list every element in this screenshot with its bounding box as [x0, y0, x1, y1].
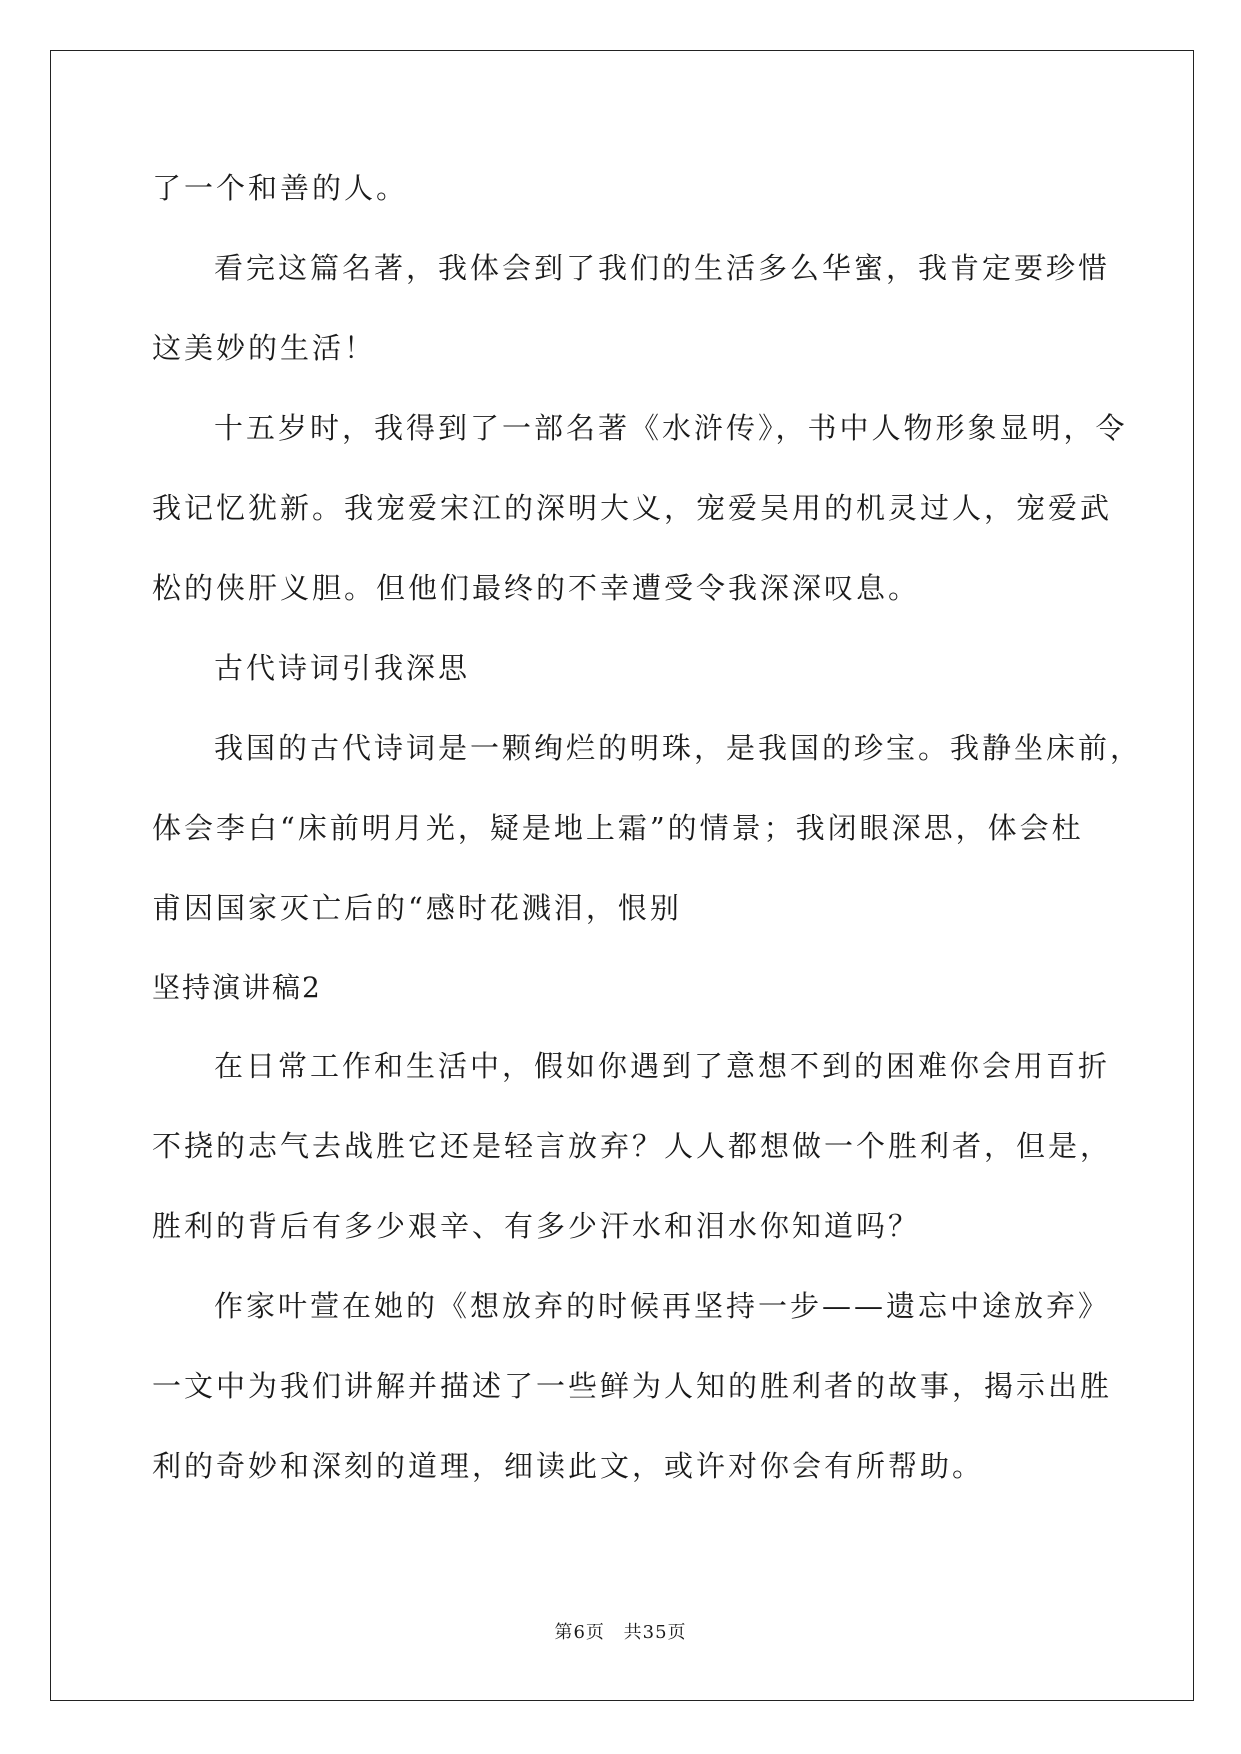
section-subheading: 古代诗词引我深思	[214, 651, 471, 685]
paragraph-line: 一文中为我们讲解并描述了一些鲜为人知的胜利者的故事，揭示出胜	[152, 1369, 1113, 1403]
page-total: 共35页	[623, 1622, 687, 1643]
paragraph-line: 看完这篇名著，我体会到了我们的生活多么华蜜，我肯定要珍惜	[214, 251, 1111, 285]
section-heading: 坚持演讲稿2	[152, 971, 322, 1004]
paragraph-line: 在日常工作和生活中，假如你遇到了意想不到的困难你会用百折	[214, 1049, 1111, 1083]
paragraph-line: 我国的古代诗词是一颗绚烂的明珠，是我国的珍宝。我静坐床前，	[214, 731, 1143, 765]
page-footer	[0, 1618, 1241, 1644]
paragraph-line: 这美妙的生活！	[152, 331, 377, 365]
paragraph-line: 甫因国家灭亡后的“感时花溅泪，恨别	[152, 891, 682, 925]
paragraph-line: 了一个和善的人。	[152, 171, 409, 205]
paragraph-line: 松的侠肝义胆。但他们最终的不幸遭受令我深深叹息。	[152, 571, 921, 605]
paragraph-line: 我记忆犹新。我宠爱宋江的深明大义，宠爱吴用的机灵过人，宠爱武	[152, 491, 1113, 525]
paragraph-line: 利的奇妙和深刻的道理，细读此文，或许对你会有所帮助。	[152, 1449, 985, 1483]
paragraph-line: 体会李白“床前明月光，疑是地上霜”的情景；我闭眼深思，体会杜	[152, 811, 1084, 845]
paragraph-line: 作家叶萱在她的《想放弃的时候再坚持一步——遗忘中途放弃》	[214, 1289, 1111, 1323]
paragraph-line: 不挠的志气去战胜它还是轻言放弃？人人都想做一个胜利者，但是，	[152, 1129, 1113, 1163]
paragraph-line: 十五岁时，我得到了一部名著《水浒传》，书中人物形象显明，令	[214, 411, 1128, 445]
page-number: 第6页	[554, 1622, 605, 1643]
paragraph-line: 胜利的背后有多少艰辛、有多少汗水和泪水你知道吗？	[152, 1209, 921, 1243]
